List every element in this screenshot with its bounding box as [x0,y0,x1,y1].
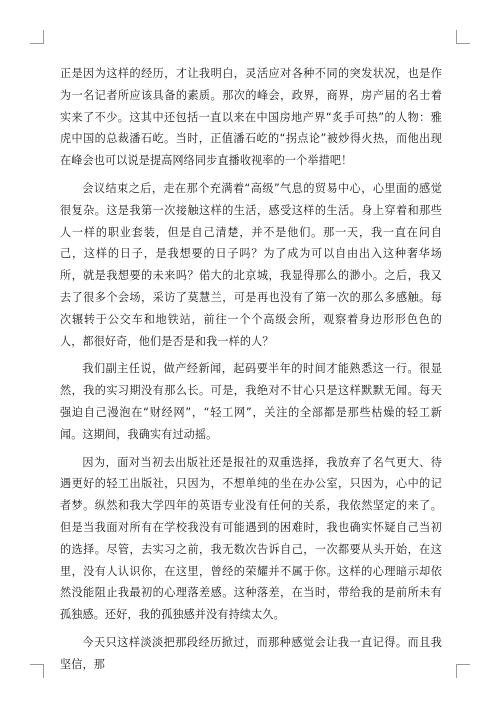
paragraph-5: 今天只这样淡淡把那段经历掀过，而那种感觉会让我一直记得。而且我坚信，那 [60,635,442,671]
paragraph-3: 我们副主任说，做产经新闻，起码要半年的时间才能熟悉这一行。很显然，我的实习期没有那么长。可是，我绝对不甘心只是这样默默无闻。每天强迫自己漫泡在“财经网”，“轻工网”，关注的全部都是那些枯燥的轻工新闻。这期间，我确实有过动摇。 [60,362,442,441]
crop-mark-top-left [30,30,44,44]
crop-mark-top-right [456,30,470,44]
crop-mark-bottom-right [456,664,470,678]
paragraph-1: 正是因为这样的经历，才让我明白，灵活应对各种不同的突发状况，也是作为一名记者所应该具备的素质。那次的峰会，政界，商界，房产届的名士着实来了不少。这其中还包括一直以来在中国房地产界“炙手可热”的人物：雅虎中国的总裁潘石屹。当时，正值潘石屹的“拐点论”被炒得火热，而他出现在峰会也可以说是提高网络同步直播收视率的一个举措吧！ [60,67,442,168]
crop-mark-bottom-left [30,664,44,678]
paragraph-4: 因为，面对当初去出版社还是报社的双重选择，我放弃了名气更大、待遇更好的轻工出版社，只因为，不想单纯的坐在办公室，只因为，心中的记者梦。纵然和我大学四年的英语专业没有任何的关系，我依然坚定的来了。但是当我面对所有在学校我没有可能遇到的困难时，我也确实怀疑自己当初的选择。尽管，去实习之前，我无数次告诉自己，一次都要从头开始，在这里，没有人认识你，在这里，曾经的荣耀并不属于你。这样的心理暗示却依然没能阻止我最初的心理落差感。这种落差，在当时，带给我的是前所未有孤独感。还好，我的孤独感并没有持续太久。 [60,455,442,622]
document-body [60,63,442,676]
paragraph-2: 会议结束之后，走在那个充满着“高级”气息的贸易中心，心里面的感觉很复杂。这是我第一次接触这样的生活，感受这样的生活。身上穿着和那些人一样的职业套装，但是自己清楚，并不是他们。那一天，我一直在问自己，这样的日子，是我想要的日子吗？为了成为可以自由出入这种奢华场所，就是我想要的未来吗？偌大的北京城，我显得那么的渺小。之后，我又去了很多个会场，采访了莫慧兰，可是再也没有了第一次的那么多感触。每次辗转于公交车和地铁站，前往一个个高级会所，观察着身边形形色色的人，都很好奇，他们是否是和我一样的人？ [60,181,442,348]
